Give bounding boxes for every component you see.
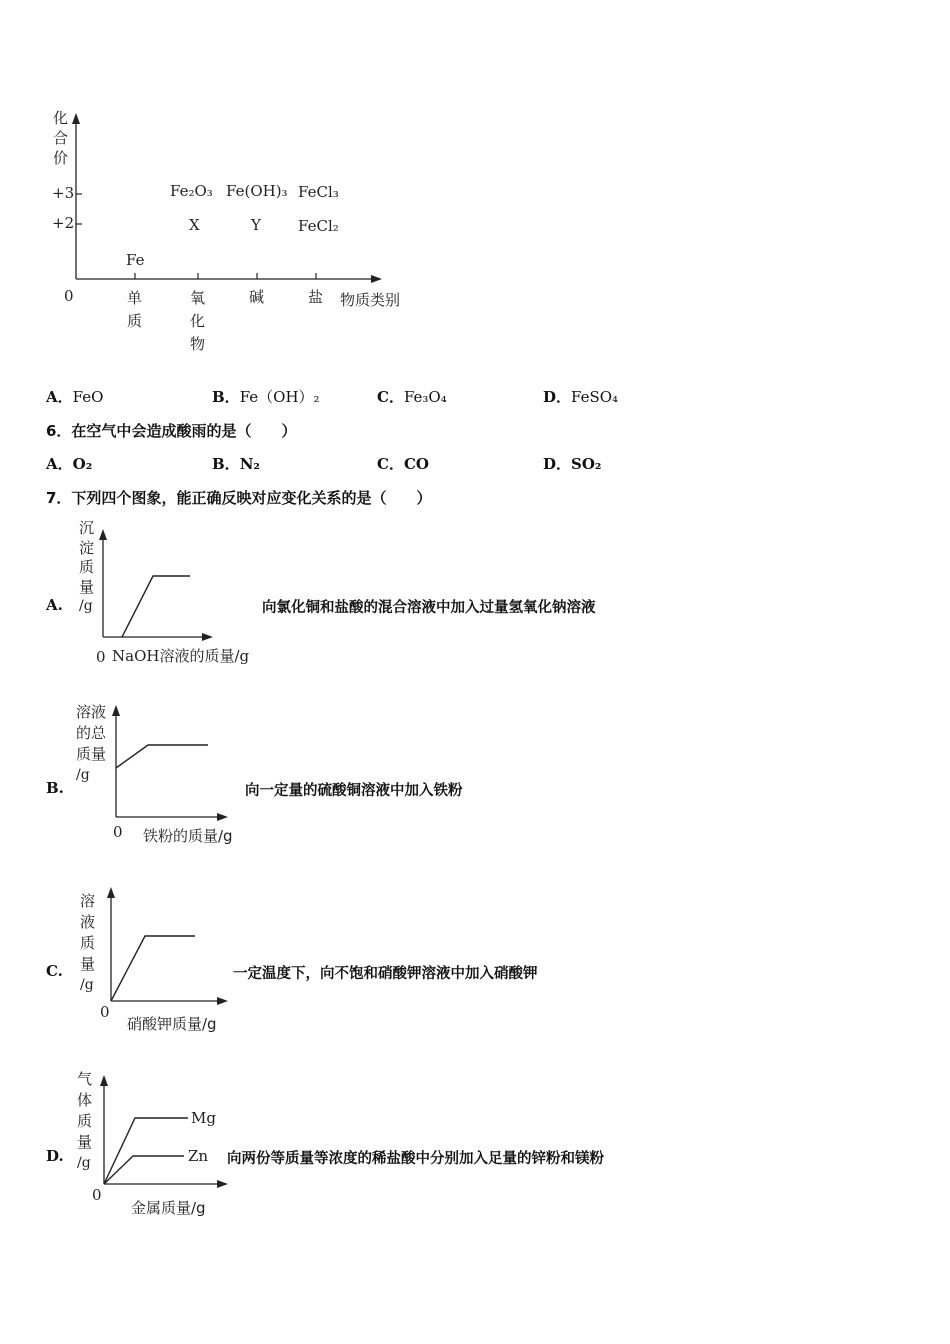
q6-option-b[interactable]: B．N₂ <box>212 455 260 473</box>
chart-origin: 0 <box>64 287 74 305</box>
valence-chart-axes <box>0 0 950 400</box>
q5-option-b[interactable]: B．Fe（OH）₂ <box>212 388 320 406</box>
point-fe2o3: Fe₂O₃ <box>170 182 213 200</box>
graph-b-x-label: 铁粉的质量/g <box>143 827 233 845</box>
graph-b-axes <box>112 705 228 821</box>
q5-option-c[interactable]: C．Fe₃O₄ <box>377 388 447 406</box>
q7-option-d-description: 向两份等质量等浓度的稀盐酸中分别加入足量的锌粉和镁粉 <box>227 1151 604 1167</box>
point-feoh3: Fe(OH)₃ <box>226 182 288 200</box>
q6-option-a[interactable]: A．O₂ <box>46 455 93 473</box>
point-fecl3: FeCl₃ <box>298 183 339 201</box>
q7-option-c-description: 一定温度下，向不饱和硝酸钾溶液中加入硝酸钾 <box>233 966 538 982</box>
graph-d-origin: 0 <box>92 1186 102 1204</box>
graph-b-curve <box>116 745 208 768</box>
point-fecl2: FeCl₂ <box>298 217 339 235</box>
valence-y-title: 化 合 价 <box>53 109 69 167</box>
point-x: X <box>189 216 200 234</box>
x-axis-title: 物质类别 <box>340 291 401 309</box>
y-tick-plus3: +3 <box>52 184 75 202</box>
graph-a-axes <box>99 529 213 641</box>
q7-option-d-letter: D. <box>46 1147 64 1165</box>
q5-option-d[interactable]: D．FeSO₄ <box>543 388 619 406</box>
x-category-salt: 盐 <box>308 288 324 306</box>
graph-d-curve-zn <box>104 1156 184 1184</box>
x-category-element: 单 质 <box>127 289 143 330</box>
x-category-oxide: 氧 化 物 <box>190 289 206 353</box>
q6-option-c[interactable]: C．CO <box>377 455 429 473</box>
q7-option-b-letter: B. <box>46 779 64 797</box>
graph-a-x-label: NaOH溶液的质量/g <box>112 647 250 665</box>
graph-c-x-label: 硝酸钾质量/g <box>127 1015 217 1033</box>
q7-option-a-description: 向氯化铜和盐酸的混合溶液中加入过量氢氧化钠溶液 <box>262 600 596 616</box>
graph-d-series-mg: Mg <box>191 1109 216 1127</box>
graph-c-y-label: 溶 液 质 量 /g <box>80 892 96 993</box>
graph-d-y-label: 气 体 质 量 /g <box>77 1070 93 1171</box>
graph-d-curve-mg <box>104 1118 188 1184</box>
q7-stem: 7．下列四个图象，能正确反映对应变化关系的是（ ） <box>46 489 432 507</box>
x-category-base: 碱 <box>249 288 265 306</box>
q6-option-d[interactable]: D．SO₂ <box>543 455 602 473</box>
graph-d-axes <box>100 1075 228 1188</box>
q5-option-a[interactable]: A．FeO <box>46 388 104 406</box>
q6-stem: 6．在空气中会造成酸雨的是（ ） <box>46 422 297 440</box>
graph-b-origin: 0 <box>113 823 123 841</box>
graph-a-curve <box>122 576 190 637</box>
graph-a-origin: 0 <box>96 648 106 666</box>
graph-a-y-label: 沉 淀 质 量 /g <box>79 519 95 614</box>
point-fe: Fe <box>126 251 145 269</box>
point-y: Y <box>251 216 261 234</box>
q7-option-a-letter: A. <box>46 596 63 614</box>
y-tick-plus2: +2 <box>52 214 75 232</box>
graph-c-origin: 0 <box>100 1003 110 1021</box>
graph-d-x-label: 金属质量/g <box>131 1199 206 1217</box>
graph-d-series-zn: Zn <box>188 1147 209 1165</box>
q7-option-c-letter: C. <box>46 962 63 980</box>
graph-c-axes <box>107 887 228 1005</box>
q7-option-b-description: 向一定量的硫酸铜溶液中加入铁粉 <box>245 783 463 799</box>
graph-b-y-label: 溶液 的总 质量 /g <box>76 703 107 783</box>
graph-c-curve <box>111 936 195 1001</box>
